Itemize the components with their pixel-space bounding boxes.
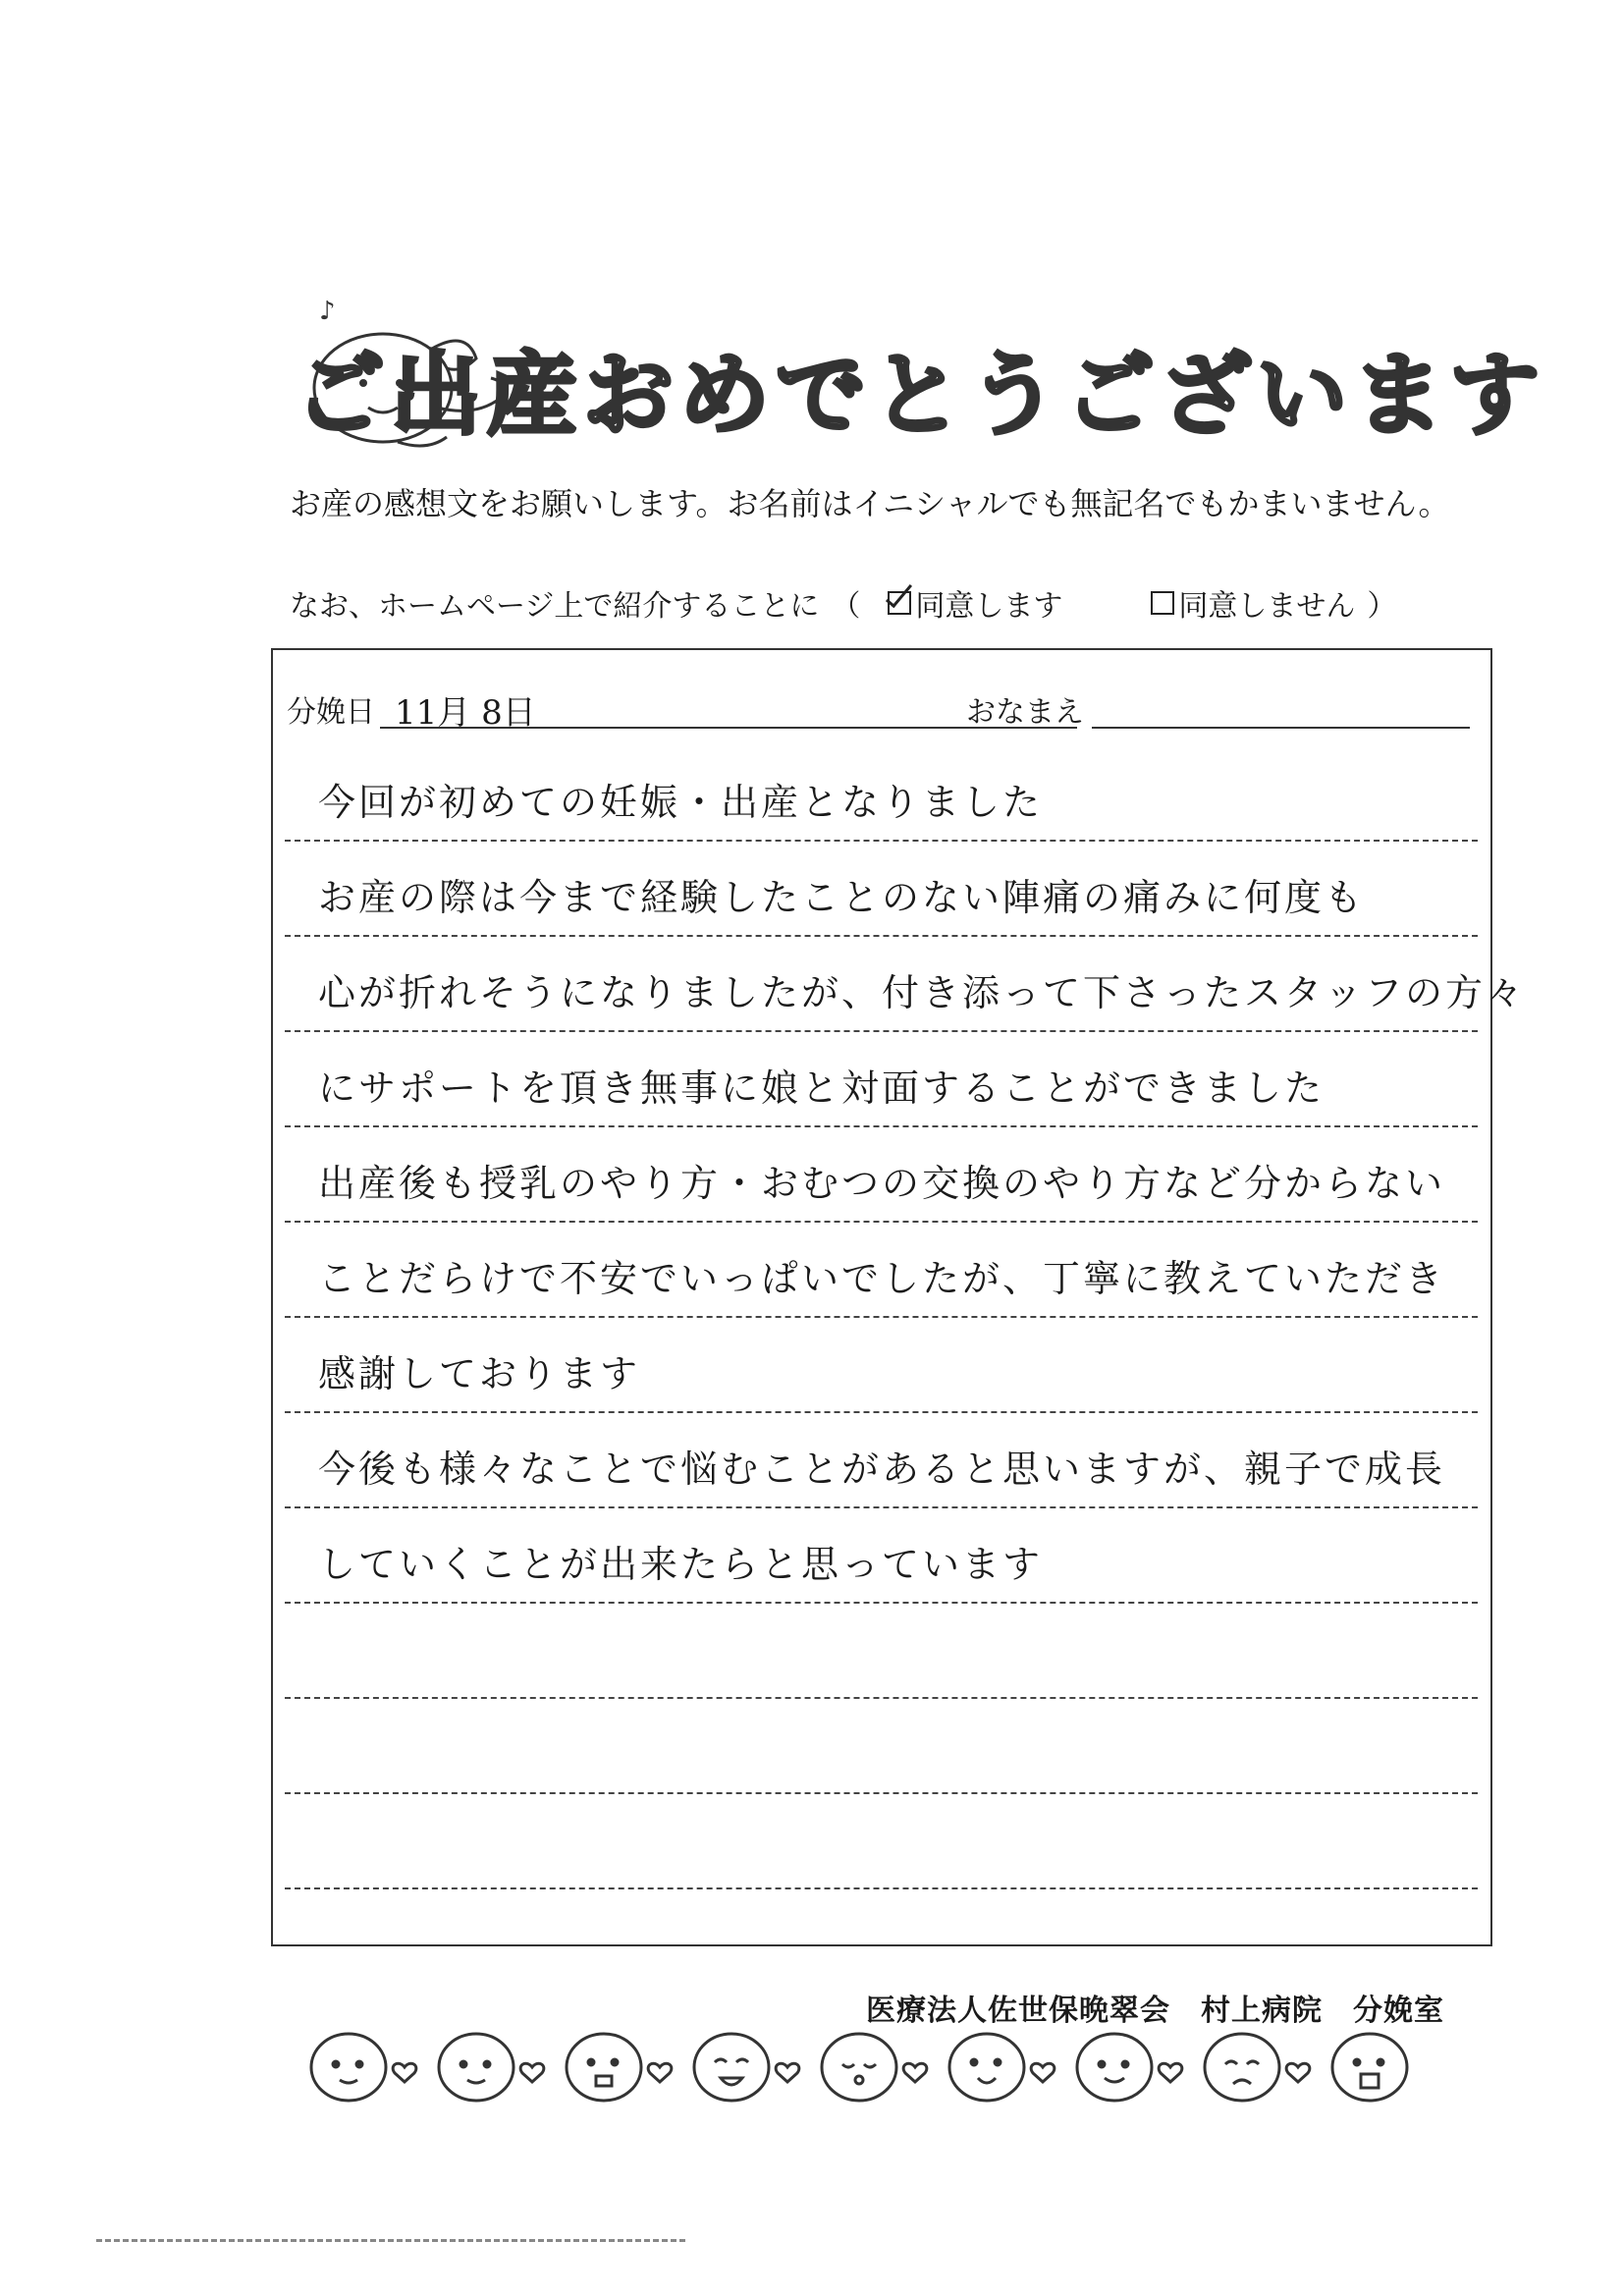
comment-line[interactable] <box>285 1699 1478 1794</box>
comment-text: 感謝しております <box>318 1352 641 1395</box>
baby-face-icon <box>1332 2034 1407 2101</box>
comment-line[interactable] <box>285 1508 1478 1604</box>
comment-text: お産の際は今まで経験したことのない陣痛の痛みに何度も <box>318 876 1366 919</box>
baby-face-icon <box>439 2034 514 2101</box>
comment-text: にサポートを頂き無事に娘と対面することができました <box>318 1066 1325 1110</box>
baby-face-icon <box>311 2034 386 2101</box>
comment-lines <box>285 746 1527 1889</box>
heart-icon <box>1159 2063 1182 2082</box>
baby-face-icon <box>949 2034 1024 2101</box>
comment-text: していくことが出来たらと思っています <box>318 1543 1044 1586</box>
agree-label: 同意します <box>915 589 1063 624</box>
date-value[interactable]: 11月 8日 <box>395 693 536 733</box>
comment-text: ことだらけで不安でいっぱいでしたが、丁寧に教えていただき <box>318 1257 1446 1300</box>
baby-face-icon <box>694 2034 769 2101</box>
footer-organization: 医療法人佐世保晩翠会 村上病院 分娩室 <box>866 1994 1444 2028</box>
page-title: ご出産おめでとうございます <box>295 343 1546 448</box>
name-label: おなまえ <box>966 695 1084 730</box>
disagree-label: 同意しません <box>1178 589 1356 624</box>
heart-icon <box>1286 2063 1310 2082</box>
comment-text: 今回が初めての妊娠・出産となりました <box>318 781 1044 824</box>
consent-row <box>290 581 1408 625</box>
comment-line[interactable] <box>285 1223 1478 1318</box>
comment-line[interactable] <box>285 1127 1478 1223</box>
comment-line[interactable] <box>285 842 1478 937</box>
comment-line[interactable] <box>285 1794 1478 1889</box>
heart-icon <box>776 2063 799 2082</box>
heart-icon <box>1031 2063 1055 2082</box>
consent-disagree-option[interactable] <box>1151 581 1355 625</box>
comment-text: 出産後も授乳のやり方・おむつの交換のやり方など分からない <box>318 1162 1446 1205</box>
heart-icon <box>393 2063 416 2082</box>
heart-icon <box>520 2063 544 2082</box>
baby-face-icon <box>567 2034 641 2101</box>
comment-line[interactable] <box>285 1413 1478 1508</box>
scan-artifact-dash <box>96 2239 685 2242</box>
instructions-text: お産の感想文をお願いします。お名前はイニシャルでも無記名でもかまいません。 <box>290 485 1450 522</box>
disagree-checkbox[interactable] <box>1151 591 1174 615</box>
baby-face-icon <box>1077 2034 1152 2101</box>
comment-line[interactable] <box>285 1032 1478 1127</box>
comment-line[interactable] <box>285 1318 1478 1413</box>
consent-agree-option[interactable] <box>888 581 1062 625</box>
consent-close-paren: ） <box>1367 589 1397 624</box>
name-underline <box>1092 727 1470 729</box>
comment-line[interactable] <box>285 746 1478 842</box>
heart-icon <box>903 2063 927 2082</box>
baby-faces-border <box>304 2023 1483 2111</box>
baby-face-icon <box>822 2034 896 2101</box>
date-label: 分娩日 <box>287 695 375 730</box>
comment-text: 今後も様々なことで悩むことがあると思いますが、親子で成長 <box>318 1448 1446 1491</box>
consent-prompt: なお、ホームページ上で紹介することに <box>290 589 820 624</box>
svg-text:♪: ♪ <box>319 297 336 326</box>
agree-checkbox[interactable] <box>888 591 911 615</box>
baby-face-icon <box>1205 2034 1279 2101</box>
form-header-row <box>287 687 1475 737</box>
comment-line[interactable] <box>285 1604 1478 1699</box>
comment-text: 心が折れそうになりましたが、付き添って下さったスタッフの方々 <box>318 971 1527 1014</box>
heart-icon <box>648 2063 672 2082</box>
consent-open-paren: （ <box>831 589 861 624</box>
comment-line[interactable] <box>285 937 1527 1032</box>
